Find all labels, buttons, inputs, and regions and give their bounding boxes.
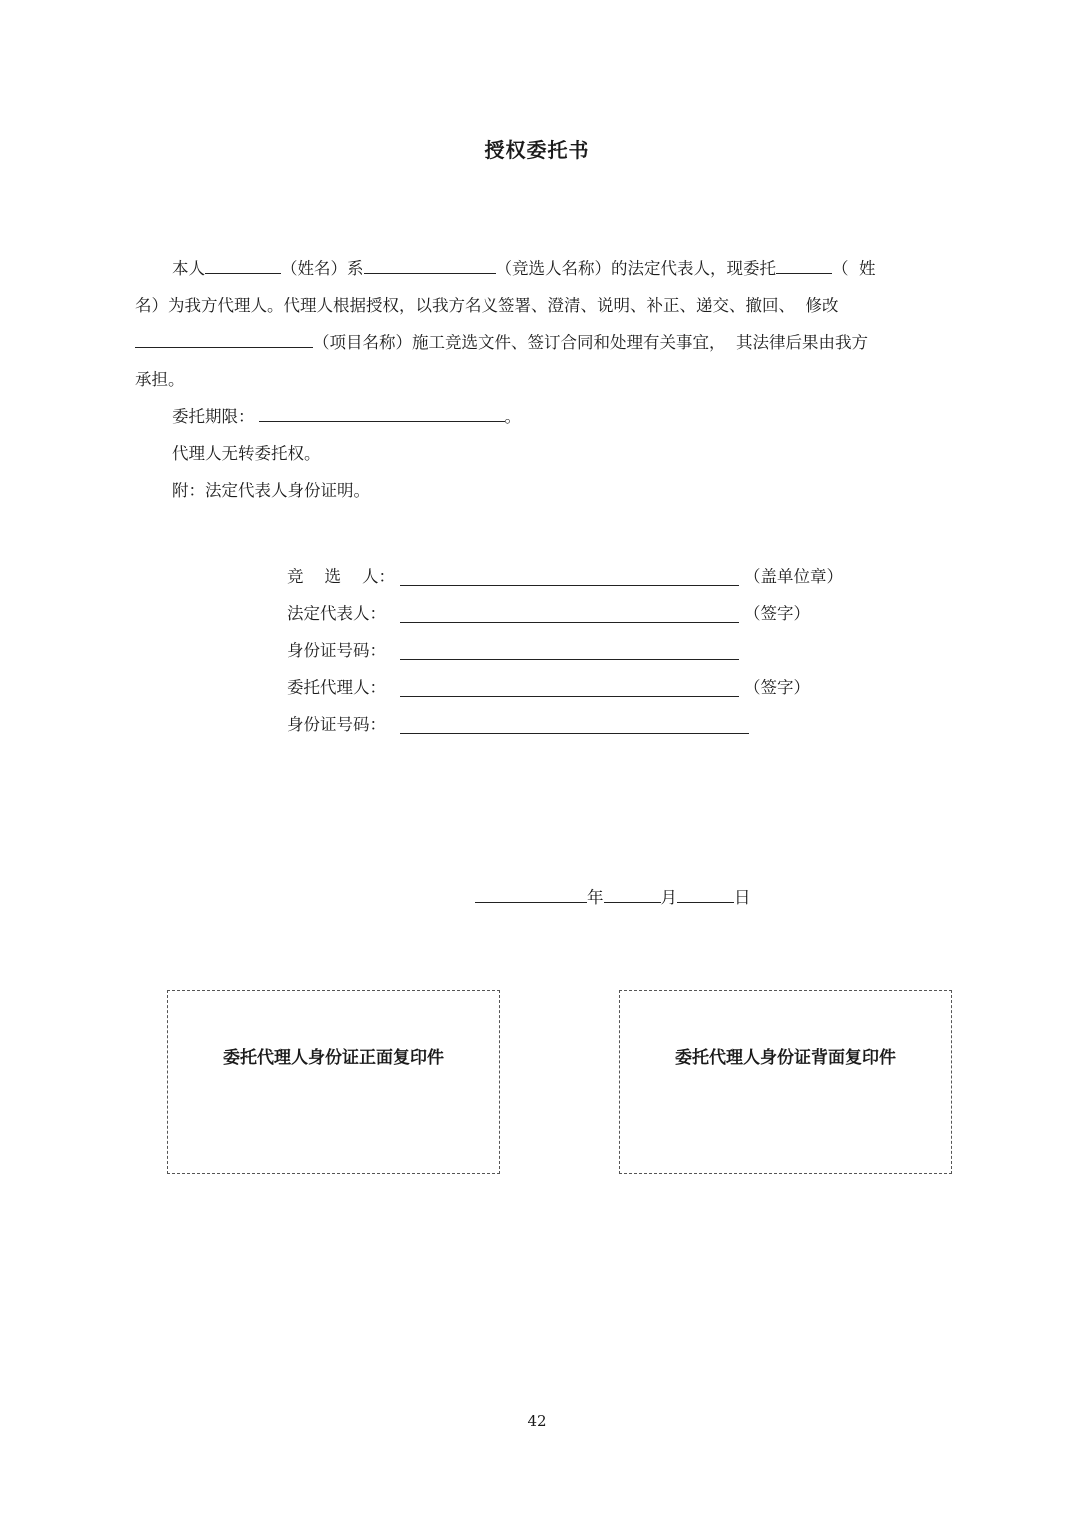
day-label: 日 — [734, 888, 751, 907]
month-label: 月 — [660, 888, 677, 907]
term-blank[interactable] — [259, 407, 505, 422]
project-name-blank[interactable] — [135, 333, 313, 348]
month-blank[interactable] — [604, 888, 661, 903]
day-blank[interactable] — [677, 888, 734, 903]
signature-suffix-bidder: （盖单位章） — [744, 567, 843, 586]
signature-label-agent: 委托代理人： — [287, 678, 386, 697]
signature-line-agent[interactable] — [400, 696, 739, 697]
signature-label-bidder: 竞 选 人： — [287, 567, 395, 586]
id-back-copy-label: 委托代理人身份证背面复印件 — [675, 1048, 896, 1068]
agent-name-blank[interactable] — [776, 259, 832, 274]
term-end: 。 — [504, 407, 521, 426]
term-line — [172, 406, 521, 428]
document-title: 授权委托书 — [484, 138, 590, 162]
attachment-note: 附：法定代表人身份证明。 — [172, 481, 370, 500]
term-label: 委托期限： — [172, 407, 255, 426]
paragraph-line-4: 承担。 — [135, 370, 185, 389]
bidder-name-blank[interactable] — [364, 259, 496, 274]
text-segment: （项目名称）施工竞选文件、签订合同和处理有关事宜， 其法律后果由我方 — [313, 333, 868, 352]
date-line — [475, 887, 751, 909]
signature-line-bidder[interactable] — [400, 585, 739, 586]
signature-suffix-legal-rep: （签字） — [744, 604, 810, 623]
id-front-copy-box — [167, 990, 500, 1174]
text-segment: （姓名）系 — [281, 259, 364, 278]
text-segment: 本人 — [172, 259, 205, 278]
year-blank[interactable] — [475, 888, 587, 903]
signature-suffix-agent: （签字） — [744, 678, 810, 697]
id-back-copy-box — [619, 990, 952, 1174]
text-segment: （竞选人名称）的法定代表人，现委托 — [495, 259, 776, 278]
name-blank[interactable] — [205, 259, 281, 274]
text-segment: （ 姓 — [832, 259, 876, 278]
signature-line-id-2[interactable] — [400, 733, 749, 734]
id-front-copy-label: 委托代理人身份证正面复印件 — [223, 1048, 444, 1068]
signature-line-legal-rep[interactable] — [400, 622, 739, 623]
no-sub-delegation: 代理人无转委托权。 — [172, 444, 321, 463]
signature-line-id-1[interactable] — [400, 659, 739, 660]
page-number: 42 — [527, 1412, 547, 1430]
paragraph-line-1 — [172, 258, 876, 280]
signature-label-id-2: 身份证号码： — [287, 715, 386, 734]
paragraph-line-3 — [135, 332, 868, 354]
year-label: 年 — [587, 888, 604, 907]
signature-label-legal-rep: 法定代表人： — [287, 604, 386, 623]
paragraph-line-2: 名）为我方代理人。代理人根据授权，以我方名义签署、澄清、说明、补正、递交、撤回、 修改 — [135, 296, 839, 315]
signature-label-id-1: 身份证号码： — [287, 641, 386, 660]
